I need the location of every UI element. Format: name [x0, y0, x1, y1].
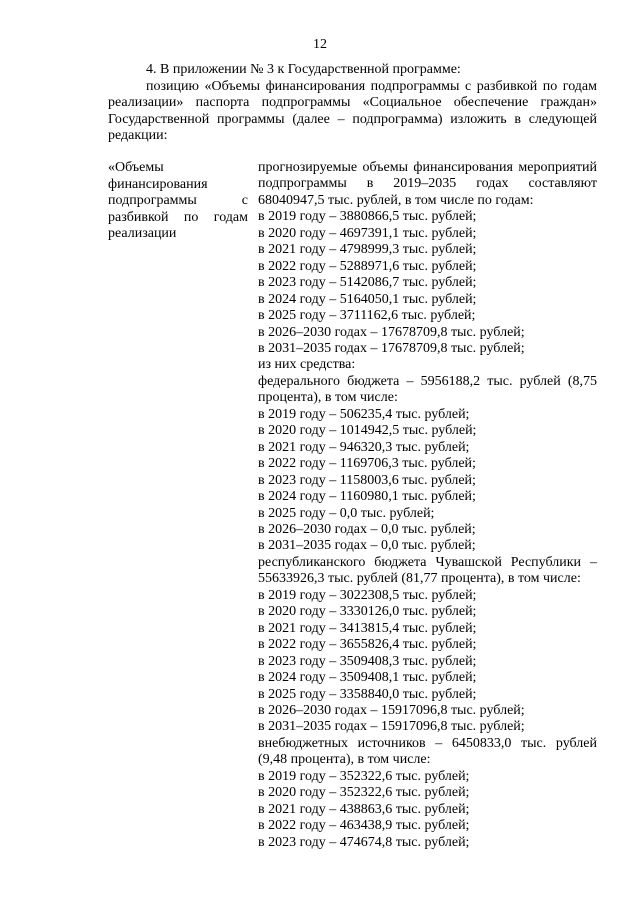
extrabudget-funding-text: внебюджетных источников – 6450833,0 тыс. рублей (9,48 процента), в том числе:	[258, 735, 597, 768]
funding-year-line: в 2020 году – 352322,6 тыс. рублей;	[258, 785, 470, 801]
funding-year-line: в 2020 году – 1014942,5 тыс. рублей;	[258, 423, 477, 439]
funding-year-line: в 2022 году – 1169706,3 тыс. рублей;	[258, 456, 476, 472]
total-funding-years	[258, 209, 597, 357]
funding-year-line: в 2026–2030 годах – 15917096,8 тыс. рублей;	[258, 702, 525, 718]
federal-funding-years	[258, 407, 597, 555]
funding-year-line: в 2019 году – 352322,6 тыс. рублей;	[258, 768, 470, 784]
federal-funding-text: федерального бюджета – 5956188,2 тыс. рублей (8,75 процента), в том числе:	[258, 373, 597, 406]
funding-year-line: в 2023 году – 3509408,3 тыс. рублей;	[258, 653, 477, 669]
funding-year-line: в 2020 году – 4697391,1 тыс. рублей;	[258, 225, 477, 241]
intro-heading: 4. В приложении № 3 к Государственной программе:	[146, 62, 461, 77]
funding-year-line: в 2026–2030 годах – 17678709,8 тыс. рублей;	[258, 324, 525, 340]
extrabudget-funding-years	[258, 769, 597, 851]
of-which-label: из них средства:	[258, 357, 356, 373]
funding-year-line: в 2019 году – 3880866,5 тыс. рублей;	[258, 209, 477, 225]
funding-year-line: в 2031–2035 годах – 0,0 тыс. рублей;	[258, 538, 476, 554]
passport-value-column	[258, 160, 597, 851]
passport-label: «Объемы финансирования подпрограммы с разбивкой по годам реализации	[108, 160, 248, 241]
funding-year-line: в 2025 году – 3358840,0 тыс. рублей;	[258, 686, 477, 702]
funding-year-line: в 2024 году – 1160980,1 тыс. рублей;	[258, 489, 476, 505]
funding-year-line: в 2024 году – 3509408,1 тыс. рублей;	[258, 670, 477, 686]
intro-section	[108, 62, 597, 145]
funding-year-line: в 2019 году – 506235,4 тыс. рублей;	[258, 406, 470, 422]
funding-year-line: в 2023 году – 5142086,7 тыс. рублей;	[258, 275, 477, 291]
funding-year-line: в 2025 году – 3711162,6 тыс. рублей;	[258, 308, 476, 324]
page-number: 12	[313, 37, 327, 52]
funding-year-line: в 2023 году – 1158003,6 тыс. рублей;	[258, 472, 476, 488]
funding-year-line: в 2021 году – 4798999,3 тыс. рублей;	[258, 242, 477, 258]
intro-text: позицию «Объемы финансирования подпрограммы с разбивкой по годам реализации» паспорта подпрограммы «Социальное обеспечение граждан» Государственной программы (далее – подпрограмма) изложить в следующей редакции:	[108, 78, 597, 143]
funding-year-line: в 2023 году – 474674,8 тыс. рублей;	[258, 834, 470, 850]
republic-funding-years	[258, 588, 597, 736]
funding-year-line: в 2026–2030 годах – 0,0 тыс. рублей;	[258, 521, 476, 537]
total-funding-text: прогнозируемые объемы финансирования мероприятий подпрограммы в 2019–2035 годах составляют 68040947,5 тыс. рублей, в том числе по годам:	[258, 160, 597, 208]
funding-year-line: в 2031–2035 годах – 17678709,8 тыс. рублей;	[258, 340, 525, 356]
republic-funding-text: республиканского бюджета Чувашской Республики – 55633926,3 тыс. рублей (81,77 процента), в том числе:	[258, 554, 597, 587]
funding-year-line: в 2025 году – 0,0 тыс. рублей;	[258, 505, 435, 521]
funding-year-line: в 2031–2035 годах – 15917096,8 тыс. рублей;	[258, 719, 525, 735]
funding-year-line: в 2020 году – 3330126,0 тыс. рублей;	[258, 604, 477, 620]
funding-year-line: в 2022 году – 3655826,4 тыс. рублей;	[258, 637, 477, 653]
funding-year-line: в 2024 году – 5164050,1 тыс. рублей;	[258, 291, 477, 307]
funding-year-line: в 2019 году – 3022308,5 тыс. рублей;	[258, 587, 477, 603]
funding-year-line: в 2021 году – 946320,3 тыс. рублей;	[258, 439, 470, 455]
funding-year-line: в 2022 году – 5288971,6 тыс. рублей;	[258, 258, 477, 274]
funding-year-line: в 2021 году – 3413815,4 тыс. рублей;	[258, 620, 477, 636]
passport-label-column	[108, 160, 248, 243]
funding-year-line: в 2022 году – 463438,9 тыс. рублей;	[258, 818, 470, 834]
funding-year-line: в 2021 году – 438863,6 тыс. рублей;	[258, 801, 470, 817]
